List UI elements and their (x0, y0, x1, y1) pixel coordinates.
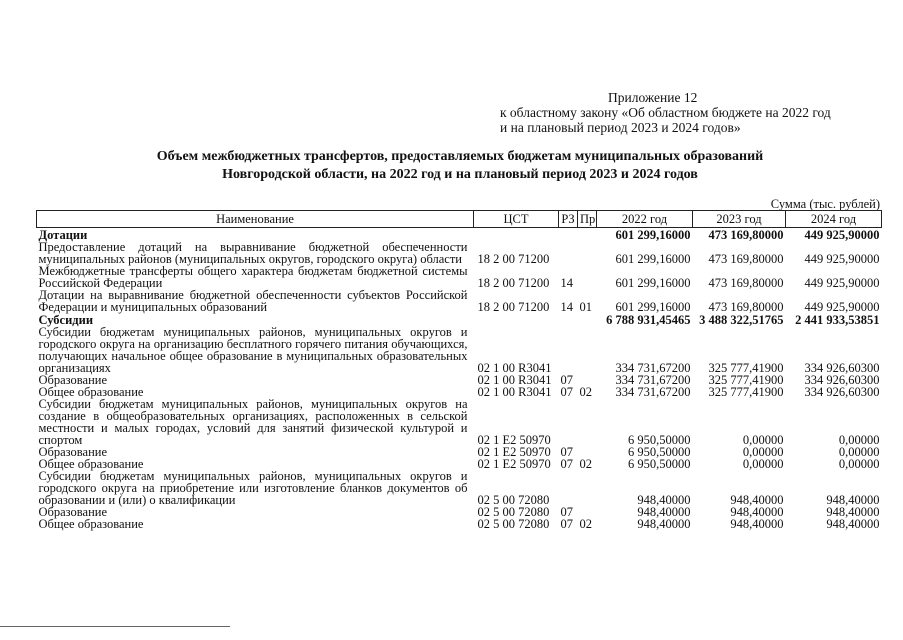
table-body (37, 228, 882, 531)
cell-pr (578, 241, 597, 265)
cell-2023: 948,40000 (730, 493, 784, 507)
table-header-row (37, 211, 882, 228)
appendix-law-ref: к областному закону «Об областном бюджете на 2022 год (500, 105, 831, 120)
cell-2022: 948,40000 (637, 505, 691, 519)
cell-2023: 325 777,41900 (708, 385, 784, 399)
table-row (37, 228, 882, 242)
cell-csr: 02 1 00 R3041 (477, 373, 552, 387)
cell-2022: 601 299,16000 (615, 228, 691, 242)
header-2022: 2022 год (597, 211, 693, 228)
table-row (37, 398, 882, 446)
cell-2022: 6 950,50000 (628, 457, 691, 471)
cell-name: Субсидии бюджетам муниципальных районов, муниципальных округов и городского округа на организацию бесплатного горячего питания обучающихся, получающих начальное общее образование в муниципальных образовательных организациях (38, 325, 468, 375)
cell-2023: 3 488 322,51765 (699, 313, 784, 327)
table-row (37, 470, 882, 506)
cell-2023: 0,00000 (742, 457, 784, 471)
cell-2022: 948,40000 (637, 517, 691, 531)
cell-name: Образование (38, 373, 108, 387)
cell-pr (578, 326, 597, 374)
cell-csr: 02 5 00 72080 (477, 517, 550, 531)
cell-pr (578, 398, 597, 446)
cell-2022: 334 731,67200 (615, 373, 691, 387)
title-line-1: Объем межбюджетных трансфертов, предоставляемых бюджетам муниципальных образований (156, 149, 764, 164)
cell-csr (474, 313, 559, 326)
cell-pr: 02 (579, 517, 592, 531)
cell-2024: 449 925,90000 (804, 228, 880, 242)
cell-rz: 14 (560, 300, 573, 314)
cell-name: Дотации (38, 228, 88, 242)
cell-rz: 07 (560, 517, 573, 531)
cell-2022: 6 950,50000 (628, 433, 691, 447)
cell-pr: 02 (579, 457, 592, 471)
table-row (37, 241, 882, 265)
cell-csr (474, 228, 559, 242)
cell-rz: 07 (560, 505, 573, 519)
cell-name: Предоставление дотаций на выравнивание бюджетной обеспеченности муниципальных районов (муниципальных округов, городского округа) области (38, 240, 468, 266)
cell-csr: 18 2 00 71200 (477, 252, 550, 266)
cell-rz (559, 241, 578, 265)
cell-2023: 473 169,80000 (708, 276, 784, 290)
cell-2024: 0,00000 (838, 433, 880, 447)
cell-rz: 07 (560, 445, 573, 459)
cell-name: Общее образование (38, 457, 144, 471)
cell-csr: 02 5 00 72080 (477, 493, 550, 507)
header-pr: Пр (578, 211, 597, 228)
cell-2023: 0,00000 (742, 445, 784, 459)
cell-pr (578, 265, 597, 289)
cell-2023: 473 169,80000 (708, 300, 784, 314)
table-row (37, 289, 882, 313)
cell-csr: 18 2 00 71200 (477, 276, 550, 290)
cell-name: Межбюджетные трансферты общего характера бюджетам бюджетной системы Российской Федерации (38, 264, 468, 290)
cell-csr: 02 5 00 72080 (477, 505, 550, 519)
cell-2024: 334 926,60300 (804, 373, 880, 387)
cell-name: Общее образование (38, 517, 144, 531)
cell-rz: 07 (560, 385, 573, 399)
table-row (37, 265, 882, 289)
cell-2024: 449 925,90000 (804, 252, 880, 266)
cell-2023: 948,40000 (730, 505, 784, 519)
cell-pr (578, 470, 597, 506)
cell-csr: 02 1 00 R3041 (477, 385, 552, 399)
cell-2024: 334 926,60300 (804, 385, 880, 399)
table-row (37, 518, 882, 530)
cell-2022: 334 731,67200 (615, 361, 691, 375)
cell-rz (559, 398, 578, 446)
cell-name: Образование (38, 505, 108, 519)
transfers-table (36, 210, 882, 530)
cell-rz (559, 228, 578, 242)
cell-2022: 601 299,16000 (615, 252, 691, 266)
cell-2024: 0,00000 (838, 457, 880, 471)
cell-2024: 948,40000 (826, 505, 880, 519)
cell-2022: 6 950,50000 (628, 445, 691, 459)
cell-csr: 02 1 E2 50970 (477, 433, 551, 447)
cell-2023: 473 169,80000 (708, 228, 784, 242)
cell-2023: 948,40000 (730, 517, 784, 531)
appendix-number: Приложение 12 (608, 90, 698, 105)
cell-csr: 02 1 00 R3041 (477, 361, 552, 375)
cell-2022: 601 299,16000 (615, 276, 691, 290)
cell-name: Образование (38, 445, 108, 459)
cell-2022: 6 788 931,45465 (606, 313, 691, 327)
header-csr: ЦСТ (474, 211, 559, 228)
cell-rz: 07 (560, 457, 573, 471)
document-title (60, 148, 860, 184)
cell-2023: 473 169,80000 (708, 252, 784, 266)
cell-2024: 334 926,60300 (804, 361, 880, 375)
cell-csr: 02 1 E2 50970 (477, 457, 551, 471)
cell-2024: 948,40000 (826, 517, 880, 531)
title-line-2: Новгородской области, на 2022 год и на плановый период 2023 и 2024 годов (222, 167, 698, 182)
cell-name: Субсидии бюджетам муниципальных районов, муниципальных округов и городского округа на приобретение или изготовление бланков документов об образовании и (или) о квалификации (38, 469, 468, 507)
unit-label: Сумма (тыс. рублей) (770, 197, 880, 211)
cell-rz (559, 326, 578, 374)
cell-pr: 02 (579, 385, 592, 399)
cell-rz (559, 470, 578, 506)
cell-pr (578, 228, 597, 242)
cell-2022: 948,40000 (637, 493, 691, 507)
cell-2023: 0,00000 (742, 433, 784, 447)
cell-csr: 02 1 E2 50970 (477, 445, 551, 459)
cell-2024: 449 925,90000 (804, 276, 880, 290)
table-row (37, 326, 882, 374)
cell-csr: 18 2 00 71200 (477, 300, 550, 314)
footer-rule (0, 626, 230, 627)
cell-rz (559, 313, 578, 326)
cell-name: Дотации на выравнивание бюджетной обеспеченности субъектов Российской Федерации и муниципальных образований (38, 288, 468, 314)
cell-pr: 01 (579, 300, 592, 314)
cell-2023: 325 777,41900 (708, 361, 784, 375)
cell-rz: 14 (560, 276, 573, 290)
header-2024: 2024 год (786, 211, 882, 228)
cell-name: Субсидии (38, 313, 94, 327)
cell-2024: 948,40000 (826, 493, 880, 507)
cell-name: Субсидии бюджетам муниципальных районов, муниципальных округов на создание в общеобразовательных организациях, расположенных в сельской местности и малых городах, условий для занятий физической культурой и спортом (38, 397, 468, 447)
appendix-period-ref: и на плановый период 2023 и 2024 годов» (500, 120, 741, 135)
cell-2024: 2 441 933,53851 (795, 313, 880, 327)
cell-2022: 334 731,67200 (615, 385, 691, 399)
cell-2024: 0,00000 (838, 445, 880, 459)
appendix-note (500, 90, 890, 135)
cell-name: Общее образование (38, 385, 144, 399)
header-rz: РЗ (559, 211, 578, 228)
header-name: Наименование (37, 211, 474, 228)
cell-2023: 325 777,41900 (708, 373, 784, 387)
header-2023: 2023 год (693, 211, 786, 228)
cell-rz: 07 (560, 373, 573, 387)
cell-2024: 449 925,90000 (804, 300, 880, 314)
cell-pr (578, 313, 597, 326)
cell-2022: 601 299,16000 (615, 300, 691, 314)
